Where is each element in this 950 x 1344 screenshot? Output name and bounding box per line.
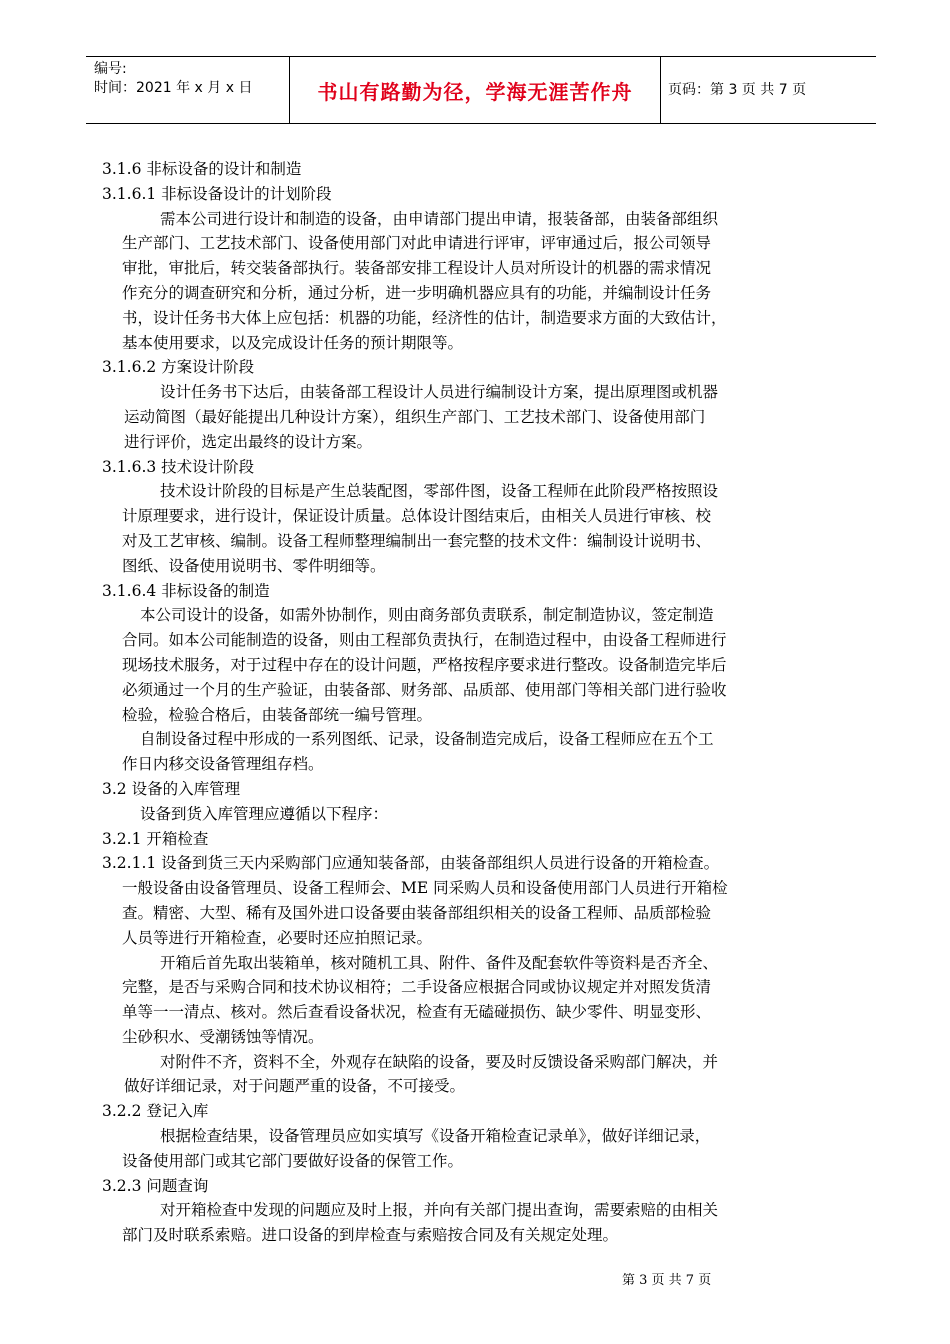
paragraph-line: 技术设计阶段的目标是产生总装配图，零部件图，设备工程师在此阶段严格按照设 (160, 482, 719, 501)
page-footer: 第 3 页 共 7 页 (622, 1273, 712, 1288)
paragraph-line: 基本使用要求，以及完成设计任务的预计期限等。 (122, 333, 464, 352)
paragraph-line: 尘砂积水、受潮锈蚀等情况。 (122, 1027, 324, 1046)
paragraph-line: 现场技术服务，对于过程中存在的设计问题，严格按程序要求进行整改。设备制造完毕后 (122, 655, 727, 674)
section-heading: 3.1.6.3 技术设计阶段 (102, 457, 255, 476)
paragraph-line: 图纸、设备使用说明书、零件明细等。 (122, 556, 386, 575)
paragraph-line: 设备到货入库管理应遵循以下程序： (140, 804, 389, 823)
paragraph-line: 审批，审批后，转交装备部执行。装备部安排工程设计人员对所设计的机器的需求情况 (122, 259, 712, 278)
header-meta (94, 60, 294, 98)
paragraph-line: 进行评价，选定出最终的设计方案。 (124, 432, 373, 451)
paragraph-line: 一般设备由设备管理员、设备工程师会、ME 同采购人员和设备使用部门人员进行开箱检 (122, 879, 728, 898)
paragraph-line: 查。精密、大型、稀有及国外进口设备要由装备部组织相关的设备工程师、品质部检验 (122, 903, 712, 922)
paragraph-line: 部门及时联系索赔。进口设备的到岸检查与索赔按合同及有关规定处理。 (122, 1226, 619, 1245)
paragraph-line: 自制设备过程中形成的一系列图纸、记录，设备制造完成后，设备工程师应在五个工 (140, 730, 714, 749)
paragraph-line: 对及工艺审核、编制。设备工程师整理编制出一套完整的技术文件：编制设计说明书、 (122, 531, 712, 550)
paragraph-line: 设备使用部门或其它部门要做好设备的保管工作。 (122, 1151, 464, 1170)
paragraph-line: 完整，是否与采购合同和技术协议相符；二手设备应根据合同或协议规定并对照发货清 (122, 978, 712, 997)
paragraph-line: 需本公司进行设计和制造的设备，由申请部门提出申请，报装备部，由装备部组织 (160, 209, 719, 228)
paragraph-line: 对附件不齐，资料不全，外观存在缺陷的设备，要及时反馈设备采购部门解决，并 (160, 1052, 719, 1071)
header-motto: 书山有路勤为径，学海无涯苦作舟 (317, 79, 633, 104)
document-body (100, 157, 880, 1248)
document-number-label: 编号: (94, 61, 127, 77)
header-divider (660, 57, 661, 123)
paragraph-line: 检验，检验合格后，由装备部统一编号管理。 (122, 705, 433, 724)
paragraph-line: 作日内移交设备管理组存档。 (122, 755, 324, 774)
paragraph-line: 计原理要求，进行设计，保证设计质量。总体设计图结束后，由相关人员进行审核、校 (122, 507, 712, 526)
document-date: 时间：2021 年 x 月 x 日 (94, 80, 253, 96)
section-heading: 3.2.2 登记入库 (102, 1102, 209, 1121)
section-heading: 3.1.6.1 非标设备设计的计划阶段 (102, 184, 332, 203)
section-heading: 3.1.6.2 方案设计阶段 (102, 358, 255, 377)
paragraph-line: 书，设计任务书大体上应包括：机器的功能，经济性的估计，制造要求方面的大致估计， (122, 308, 727, 327)
paragraph-line: 做好详细记录，对于问题严重的设备，不可接受。 (124, 1077, 466, 1096)
section-heading: 3.2.1.1 设备到货三天内采购部门应通知装备部，由装备部组织人员进行设备的开箱检查。 (102, 854, 720, 873)
paragraph-line: 单等一一清点、核对。然后查看设备状况，检查有无磕碰损伤、缺少零件、明显变形、 (122, 1003, 712, 1022)
section-heading: 3.2 设备的入库管理 (102, 779, 241, 798)
paragraph-line: 设计任务书下达后，由装备部工程设计人员进行编制设计方案，提出原理图或机器 (160, 383, 719, 402)
paragraph-line: 作充分的调查研究和分析，通过分析，进一步明确机器应具有的功能，并编制设计任务 (122, 283, 712, 302)
paragraph-line: 合同。如本公司能制造的设备，则由工程部负责执行，在制造过程中，由设备工程师进行 (122, 631, 727, 650)
paragraph-line: 根据检查结果，设备管理员应如实填写《设备开箱检查记录单》，做好详细记录， (160, 1127, 711, 1146)
section-heading: 3.2.1 开箱检查 (102, 829, 209, 848)
paragraph-line: 本公司设计的设备，如需外协制作，则由商务部负责联系，制定制造协议，签定制造 (140, 606, 714, 625)
paragraph-line: 必须通过一个月的生产验证，由装备部、财务部、品质部、使用部门等相关部门进行验收 (122, 680, 727, 699)
paragraph-line: 运动简图（最好能提出几种设计方案），组织生产部门、工艺技术部门、设备使用部门 (124, 407, 706, 426)
section-heading: 3.1.6 非标设备的设计和制造 (102, 160, 302, 178)
paragraph-line: 对开箱检查中发现的问题应及时上报，并向有关部门提出查询，需要索赔的由相关 (160, 1201, 719, 1220)
header-page-number: 页码：第 3 页 共 7 页 (668, 82, 807, 98)
paragraph-line: 开箱后首先取出装箱单，核对随机工具、附件、备件及配套软件等资料是否齐全、 (160, 953, 719, 972)
page-header (86, 56, 876, 124)
paragraph-line: 生产部门、工艺技术部门、设备使用部门对此申请进行评审，评审通过后，报公司领导 (122, 234, 712, 253)
section-heading: 3.1.6.4 非标设备的制造 (102, 581, 270, 600)
paragraph-line: 人员等进行开箱检查，必要时还应拍照记录。 (122, 928, 433, 947)
section-heading: 3.2.3 问题查询 (102, 1176, 209, 1195)
